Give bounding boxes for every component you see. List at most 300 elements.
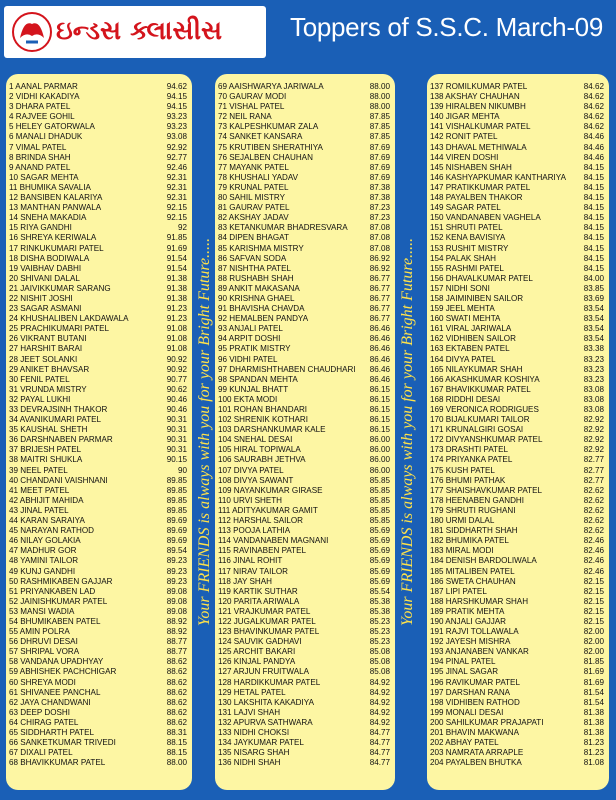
topper-percentage: 89.85	[166, 485, 187, 495]
topper-rank-name: 84 DIPEN BHAGAT	[218, 233, 289, 243]
topper-rank-name: 114 VANDANABEN MAGNANI	[218, 536, 329, 546]
topper-percentage: 82.00	[583, 637, 604, 647]
topper-rank-name: 115 RAVINABEN PATEL	[218, 546, 307, 556]
topper-percentage: 91.08	[166, 324, 187, 334]
topper-row	[430, 526, 604, 536]
topper-rank-name: 120 PARITA ARIWALA	[218, 596, 300, 606]
topper-percentage: 89.69	[166, 536, 187, 546]
topper-row	[9, 415, 187, 425]
topper-percentage: 81.23	[583, 738, 604, 748]
topper-row	[430, 405, 604, 415]
topper-rank-name: 129 HETAL PATEL	[218, 687, 286, 697]
topper-percentage: 87.38	[369, 193, 390, 203]
topper-percentage: 89.69	[166, 526, 187, 536]
topper-percentage: 87.69	[369, 162, 390, 172]
topper-row	[218, 254, 390, 264]
topper-row	[9, 607, 187, 617]
topper-row	[430, 274, 604, 284]
topper-row	[430, 546, 604, 556]
topper-row	[430, 112, 604, 122]
topper-row	[9, 647, 187, 657]
topper-rank-name: 63 DEEP DOSHI	[9, 707, 71, 717]
topper-row	[430, 233, 604, 243]
topper-row	[430, 365, 604, 375]
topper-row	[430, 143, 604, 153]
topper-percentage: 84.46	[583, 152, 604, 162]
topper-rank-name: 178 HEENABEN GANDHI	[430, 495, 525, 505]
topper-row	[218, 556, 390, 566]
topper-row	[9, 324, 187, 334]
topper-row	[218, 183, 390, 193]
topper-row	[430, 617, 604, 627]
topper-row	[218, 516, 390, 526]
topper-row	[9, 102, 187, 112]
topper-percentage: 85.08	[369, 647, 390, 657]
topper-row	[430, 163, 604, 173]
topper-percentage: 88.00	[166, 758, 187, 768]
topper-percentage: 82.46	[583, 546, 604, 556]
topper-percentage: 86.15	[369, 405, 390, 414]
topper-rank-name: 160 SWATI MEHTA	[430, 314, 501, 324]
topper-row	[218, 314, 390, 324]
topper-percentage: 90	[177, 465, 187, 475]
topper-row	[218, 587, 390, 597]
topper-percentage: 86.77	[369, 283, 390, 293]
topper-percentage: 87.69	[369, 172, 390, 182]
topper-percentage: 94.62	[166, 82, 187, 91]
topper-row	[9, 314, 187, 324]
topper-rank-name: 105 HIRAL TOPIWALA	[218, 445, 301, 455]
topper-row	[430, 466, 604, 476]
topper-rank-name: 165 NILAYKUMAR SHAH	[430, 364, 523, 374]
topper-percentage: 82.77	[583, 465, 604, 475]
topper-percentage: 87.85	[369, 132, 390, 142]
topper-percentage: 83.54	[583, 334, 604, 344]
topper-row	[9, 748, 187, 758]
topper-row	[9, 244, 187, 254]
topper-percentage: 84.15	[583, 203, 604, 213]
topper-row	[430, 758, 604, 768]
topper-percentage: 85.23	[369, 627, 390, 637]
topper-row	[9, 637, 187, 647]
topper-rank-name: 72 NEIL RANA	[218, 112, 272, 122]
slogan-right: Your FRIENDS is always with you for your Bright Future.....	[399, 237, 416, 627]
topper-percentage: 89.85	[166, 505, 187, 515]
topper-rank-name: 21 JAIVIKKUMAR SARANG	[9, 283, 111, 293]
topper-percentage: 90.15	[166, 455, 187, 465]
topper-percentage: 86.92	[369, 253, 390, 263]
topper-percentage: 85.69	[369, 536, 390, 546]
topper-row	[430, 577, 604, 587]
topper-rank-name: 146 KASHYAPKUMAR KANTHARIYA	[430, 172, 566, 182]
topper-rank-name: 157 NIDHI SONI	[430, 283, 490, 293]
topper-rank-name: 80 SAHIL MISTRY	[218, 193, 286, 203]
topper-row	[9, 334, 187, 344]
topper-row	[218, 132, 390, 142]
topper-percentage: 82.92	[583, 425, 604, 435]
topper-percentage: 86.77	[369, 304, 390, 314]
topper-rank-name: 27 HARSHIT BARAI	[9, 344, 83, 354]
topper-percentage: 87.69	[369, 152, 390, 162]
topper-row	[218, 153, 390, 163]
topper-row	[430, 556, 604, 566]
topper-row	[430, 425, 604, 435]
topper-percentage: 86.15	[369, 384, 390, 394]
topper-percentage: 88.62	[166, 717, 187, 727]
topper-percentage: 82.77	[583, 455, 604, 465]
topper-rank-name: 56 DHRUVI DESAI	[9, 637, 78, 647]
topper-rank-name: 7 VIMAL PATEL	[9, 142, 67, 152]
topper-row	[9, 627, 187, 637]
topper-row	[430, 516, 604, 526]
topper-percentage: 87.23	[369, 213, 390, 223]
topper-rank-name: 44 KARAN SARAIYA	[9, 516, 85, 526]
topper-row	[218, 728, 390, 738]
topper-percentage: 88.00	[369, 102, 390, 112]
topper-row	[430, 748, 604, 758]
topper-row	[218, 667, 390, 677]
topper-percentage: 91.08	[166, 334, 187, 344]
topper-row	[218, 445, 390, 455]
toppers-column-3	[427, 74, 609, 790]
topper-rank-name: 195 JINAL SAGAR	[430, 667, 499, 677]
topper-percentage: 91.38	[166, 283, 187, 293]
topper-percentage: 88.62	[166, 687, 187, 697]
topper-percentage: 89.08	[166, 606, 187, 616]
topper-rank-name: 184 DENISH BARDOLIWALA	[430, 556, 537, 566]
topper-rank-name: 152 KENA BAVISIYA	[430, 233, 506, 243]
topper-row	[9, 173, 187, 183]
topper-row	[9, 193, 187, 203]
topper-row	[218, 506, 390, 516]
topper-row	[430, 455, 604, 465]
topper-rank-name: 52 JAINISHKUMAR PATEL	[9, 596, 108, 606]
topper-rank-name: 69 AAISHWARYA JARIWALA	[218, 82, 324, 91]
topper-rank-name: 3 DHARA PATEL	[9, 102, 71, 112]
topper-rank-name: 141 VISHALKUMAR PATEL	[430, 122, 531, 132]
topper-row	[9, 385, 187, 395]
topper-rank-name: 28 JEET SOLANKI	[9, 354, 78, 364]
topper-rank-name: 22 NISHIT JOSHI	[9, 293, 73, 303]
topper-rank-name: 111 ADITYAKUMAR GAMIT	[218, 505, 318, 515]
topper-row	[9, 577, 187, 587]
topper-percentage: 81.38	[583, 728, 604, 737]
topper-row	[430, 738, 604, 748]
topper-percentage: 88.31	[166, 728, 187, 737]
topper-percentage: 83.54	[583, 314, 604, 324]
topper-row	[218, 365, 390, 375]
topper-rank-name: 181 SIDDHARTH SHAH	[430, 526, 518, 536]
topper-rank-name: 122 JUGALKUMAR PATEL	[218, 616, 316, 626]
topper-percentage: 83.69	[583, 293, 604, 303]
topper-rank-name: 131 LAJVI SHAH	[218, 707, 281, 717]
topper-row	[430, 385, 604, 395]
topper-percentage: 83.23	[583, 364, 604, 374]
topper-row	[430, 203, 604, 213]
topper-row	[218, 415, 390, 425]
topper-percentage: 86.77	[369, 314, 390, 324]
topper-row	[430, 627, 604, 637]
topper-row	[218, 203, 390, 213]
topper-percentage: 85.08	[369, 657, 390, 667]
topper-rank-name: 112 HARSHAL SAILOR	[218, 516, 304, 526]
topper-rank-name: 203 NAMRATA ARRAPLE	[430, 748, 524, 758]
topper-rank-name: 55 AMIN POLRA	[9, 627, 70, 637]
topper-percentage: 92.15	[166, 203, 187, 213]
topper-row	[218, 476, 390, 486]
topper-rank-name: 83 KETANKUMAR BHADRESVARA	[218, 223, 348, 233]
topper-row	[9, 567, 187, 577]
topper-row	[9, 355, 187, 365]
topper-row	[218, 223, 390, 233]
topper-row	[218, 264, 390, 274]
topper-rank-name: 73 KALPESHKUMAR ZALA	[218, 122, 319, 132]
topper-percentage: 91.54	[166, 253, 187, 263]
topper-rank-name: 176 BHUMI PATHAK	[430, 475, 506, 485]
topper-row	[430, 294, 604, 304]
topper-row	[430, 445, 604, 455]
topper-rank-name: 8 BRINDA SHAH	[9, 152, 71, 162]
topper-percentage: 90.77	[166, 374, 187, 384]
topper-rank-name: 15 RIYA GANDHI	[9, 223, 72, 233]
topper-rank-name: 149 SAGAR PATEL	[430, 203, 501, 213]
topper-row	[9, 254, 187, 264]
topper-row	[9, 657, 187, 667]
topper-percentage: 84.92	[369, 687, 390, 697]
topper-row	[9, 365, 187, 375]
topper-rank-name: 99 KUNJAL BHATT	[218, 384, 289, 394]
topper-percentage: 87.23	[369, 203, 390, 213]
topper-percentage: 82.46	[583, 566, 604, 576]
topper-rank-name: 53 MANSI WADIA	[9, 606, 75, 616]
topper-rank-name: 12 BANSIBEN KALARIYA	[9, 193, 103, 203]
topper-percentage: 92.92	[166, 142, 187, 152]
topper-percentage: 85.85	[369, 495, 390, 505]
topper-row	[218, 738, 390, 748]
topper-percentage: 88.62	[166, 697, 187, 707]
topper-percentage: 85.23	[369, 637, 390, 647]
topper-rank-name: 76 SEJALBEN CHAUHAN	[218, 152, 313, 162]
topper-percentage: 82.77	[583, 475, 604, 485]
topper-rank-name: 124 SAUVIK GADHAVI	[218, 637, 302, 647]
topper-row	[430, 678, 604, 688]
topper-percentage: 88.62	[166, 677, 187, 687]
topper-rank-name: 57 SHRIPAL VORA	[9, 647, 80, 657]
slogan-left: Your FRIENDS is always with you for your Bright Future.....	[196, 237, 213, 627]
topper-rank-name: 110 URVI SHETH	[218, 495, 283, 505]
topper-row	[9, 284, 187, 294]
topper-row	[218, 334, 390, 344]
topper-row	[430, 476, 604, 486]
topper-rank-name: 108 DIVYA SAWANT	[218, 475, 294, 485]
topper-row	[218, 304, 390, 314]
topper-rank-name: 169 VERONICA RODRIGUES	[430, 405, 539, 414]
topper-rank-name: 90 KRISHNA GHAEL	[218, 293, 295, 303]
topper-percentage: 90.31	[166, 445, 187, 455]
topper-rank-name: 9 ANAND PATEL	[9, 162, 71, 172]
topper-rank-name: 82 AKSHAY JADAV	[218, 213, 289, 223]
topper-percentage: 84.15	[583, 253, 604, 263]
topper-row	[430, 688, 604, 698]
topper-rank-name: 202 ABHAY PATEL	[430, 738, 499, 748]
topper-rank-name: 172 DIVYANSHKUMAR PATEL	[430, 435, 543, 445]
topper-rank-name: 85 KARISHMA MISTRY	[218, 243, 304, 253]
topper-rank-name: 192 JAYESH MISHRA	[430, 637, 511, 647]
topper-percentage: 84.77	[369, 738, 390, 748]
topper-rank-name: 168 RIDDHI DESAI	[430, 394, 501, 404]
topper-rank-name: 38 MAITRI SHUKLA	[9, 455, 83, 465]
topper-percentage: 92.31	[166, 172, 187, 182]
topper-row	[9, 153, 187, 163]
topper-row	[9, 122, 187, 132]
topper-rank-name: 187 LIPI PATEL	[430, 586, 487, 596]
topper-rank-name: 43 JINAL PATEL	[9, 505, 69, 515]
topper-row	[430, 193, 604, 203]
topper-rank-name: 92 HEMALBEN PANDYA	[218, 314, 309, 324]
topper-rank-name: 96 VIDHI PATEL	[218, 354, 278, 364]
topper-row	[218, 385, 390, 395]
topper-percentage: 84.92	[369, 677, 390, 687]
topper-percentage: 89.08	[166, 596, 187, 606]
topper-rank-name: 45 NARAYAN RATHOD	[9, 526, 94, 536]
topper-rank-name: 36 DARSHNABEN PARMAR	[9, 435, 113, 445]
topper-percentage: 82.62	[583, 516, 604, 526]
topper-row	[430, 415, 604, 425]
topper-rank-name: 144 VIREN DOSHI	[430, 152, 499, 162]
topper-rank-name: 164 DIVYA PATEL	[430, 354, 496, 364]
topper-row	[430, 597, 604, 607]
topper-percentage: 81.85	[583, 657, 604, 667]
topper-rank-name: 59 ABHISHEK PACHCHIGAR	[9, 667, 117, 677]
topper-rank-name: 126 KINJAL PANDYA	[218, 657, 296, 667]
topper-percentage: 82.62	[583, 505, 604, 515]
topper-rank-name: 142 RONIT PATEL	[430, 132, 498, 142]
topper-row	[9, 486, 187, 496]
topper-rank-name: 42 ABHIJIT MAHIDA	[9, 495, 84, 505]
topper-percentage: 86.00	[369, 465, 390, 475]
topper-rank-name: 106 SAURABH JETHVA	[218, 455, 306, 465]
topper-row	[430, 496, 604, 506]
topper-percentage: 86.46	[369, 334, 390, 344]
topper-row	[9, 304, 187, 314]
topper-row	[218, 758, 390, 768]
topper-percentage: 85.69	[369, 576, 390, 586]
topper-row	[9, 496, 187, 506]
topper-rank-name: 148 PAYALBEN THAKOR	[430, 193, 523, 203]
topper-rank-name: 189 PRATIK MEHTA	[430, 606, 505, 616]
topper-percentage: 84.15	[583, 213, 604, 223]
topper-percentage: 85.85	[369, 475, 390, 485]
topper-percentage: 93.23	[166, 122, 187, 132]
topper-percentage: 90.46	[166, 405, 187, 414]
topper-rank-name: 136 NIDHI SHAH	[218, 758, 281, 768]
topper-percentage: 82.15	[583, 606, 604, 616]
topper-percentage: 84.15	[583, 182, 604, 192]
topper-rank-name: 162 VIDHIBEN SAILOR	[430, 334, 516, 344]
topper-percentage: 92	[177, 223, 187, 233]
topper-row	[430, 536, 604, 546]
topper-rank-name: 139 HIRALBEN NIKUMBH	[430, 102, 526, 112]
topper-row	[218, 435, 390, 445]
topper-percentage: 88.92	[166, 627, 187, 637]
topper-rank-name: 50 RASHMIKABEN GAJJAR	[9, 576, 113, 586]
topper-rank-name: 174 PRIYANKA PATEL	[430, 455, 513, 465]
topper-rank-name: 127 ARJUN FRUITWALA	[218, 667, 309, 677]
topper-percentage: 81.54	[583, 697, 604, 707]
topper-row	[9, 203, 187, 213]
topper-rank-name: 103 DARSHANKUMAR KALE	[218, 425, 326, 435]
topper-percentage: 83.54	[583, 304, 604, 314]
topper-percentage: 84.00	[583, 273, 604, 283]
topper-percentage: 84.77	[369, 748, 390, 758]
topper-row	[218, 455, 390, 465]
topper-percentage: 82.15	[583, 616, 604, 626]
topper-row	[430, 92, 604, 102]
topper-row	[9, 294, 187, 304]
topper-rank-name: 10 SAGAR MEHTA	[9, 172, 79, 182]
topper-row	[9, 344, 187, 354]
topper-row	[218, 567, 390, 577]
topper-row	[218, 617, 390, 627]
topper-row	[430, 657, 604, 667]
topper-percentage: 83.08	[583, 405, 604, 414]
topper-rank-name: 65 SIDDHARTH PATEL	[9, 728, 95, 737]
topper-row	[430, 304, 604, 314]
topper-percentage: 84.15	[583, 243, 604, 253]
topper-percentage: 83.23	[583, 374, 604, 384]
topper-rank-name: 94 ARPIT DOSHI	[218, 334, 281, 344]
topper-rank-name: 185 MITALIBEN PATEL	[430, 566, 515, 576]
topper-percentage: 87.08	[369, 223, 390, 233]
topper-rank-name: 101 ROHAN BHANDARI	[218, 405, 308, 414]
topper-rank-name: 33 DEVRAJSINH THAKOR	[9, 405, 108, 414]
topper-percentage: 81.69	[583, 667, 604, 677]
topper-rank-name: 58 VANDANA UPADHYAY	[9, 657, 104, 667]
topper-row	[218, 244, 390, 254]
topper-percentage: 81.38	[583, 707, 604, 717]
topper-row	[430, 314, 604, 324]
topper-percentage: 82.00	[583, 627, 604, 637]
topper-rank-name: 77 MAYANK PATEL	[218, 162, 289, 172]
topper-rank-name: 158 JAIMINIBEN SAILOR	[430, 293, 524, 303]
topper-row	[218, 678, 390, 688]
topper-row	[430, 102, 604, 112]
topper-percentage: 83.08	[583, 384, 604, 394]
topper-rank-name: 166 AKASHKUMAR KOSHIYA	[430, 374, 540, 384]
topper-row	[218, 466, 390, 476]
topper-row	[9, 556, 187, 566]
topper-percentage: 87.08	[369, 243, 390, 253]
topper-percentage: 83.23	[583, 354, 604, 364]
topper-rank-name: 51 PRIYANKABEN LAD	[9, 586, 96, 596]
brand-logo	[4, 6, 266, 58]
topper-row	[430, 153, 604, 163]
topper-row	[218, 173, 390, 183]
topper-row	[430, 132, 604, 142]
topper-rank-name: 74 SANKET KANSARA	[218, 132, 303, 142]
topper-percentage: 81.38	[583, 717, 604, 727]
topper-rank-name: 183 MIRAL MODI	[430, 546, 494, 556]
topper-percentage: 82.62	[583, 495, 604, 505]
topper-row	[430, 122, 604, 132]
topper-percentage: 92.31	[166, 182, 187, 192]
topper-row	[430, 647, 604, 657]
topper-percentage: 82.15	[583, 586, 604, 596]
topper-rank-name: 24 KHUSHALIBEN LAKDAWALA	[9, 314, 129, 324]
toppers-column-1	[6, 74, 192, 790]
topper-row	[430, 223, 604, 233]
topper-row	[218, 526, 390, 536]
